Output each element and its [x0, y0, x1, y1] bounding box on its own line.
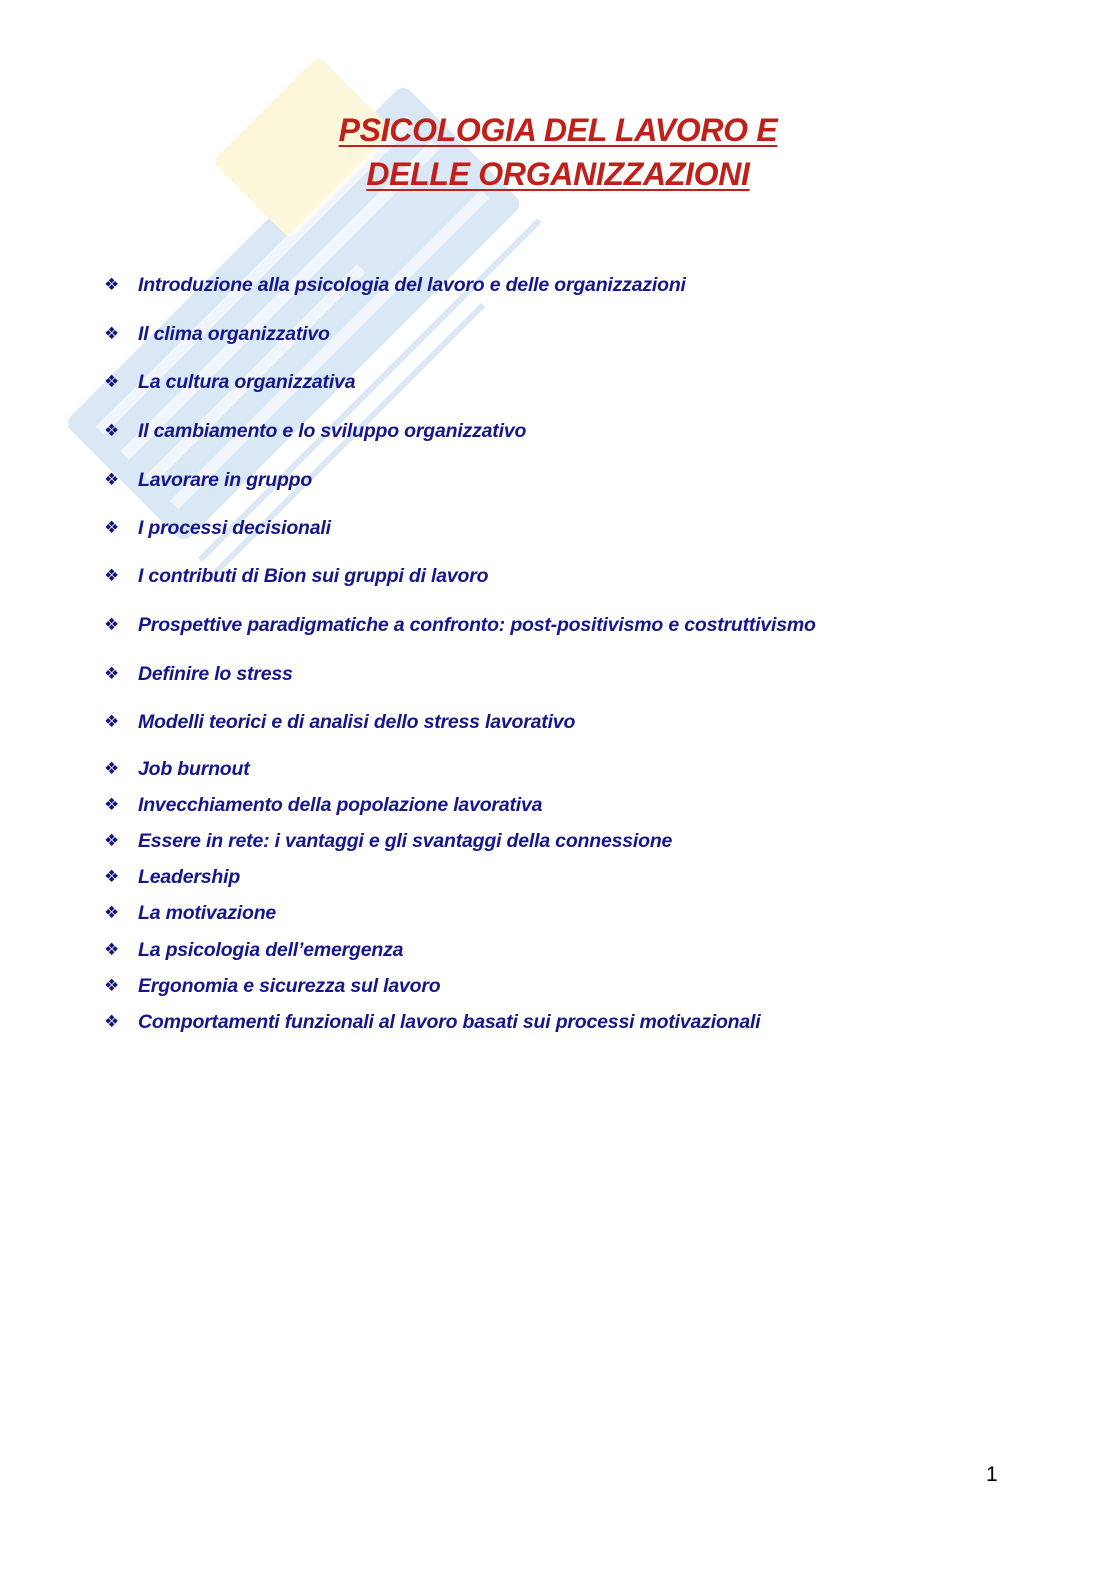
topic-item — [104, 270, 686, 300]
diamond-bullet-icon: ❖ — [104, 976, 120, 996]
topic-item — [104, 790, 542, 820]
diamond-bullet-icon: ❖ — [104, 940, 120, 960]
topic-label: Modelli teorici e di analisi dello stress lavorativo — [138, 711, 576, 733]
topic-label: Job burnout — [138, 758, 250, 780]
document-title — [0, 108, 1116, 196]
topic-item — [104, 610, 816, 640]
diamond-bullet-icon: ❖ — [104, 664, 120, 684]
topic-label: Ergonomia e sicurezza sul lavoro — [138, 975, 441, 997]
topic-label: Introduzione alla psicologia del lavoro e delle organizzazioni — [138, 274, 686, 296]
topic-label: Leadership — [138, 866, 241, 888]
topic-item — [104, 659, 293, 689]
topic-item — [104, 465, 312, 495]
topic-label: I processi decisionali — [138, 517, 331, 539]
topic-item — [104, 754, 250, 784]
topic-label: Lavorare in gruppo — [138, 469, 313, 491]
diamond-bullet-icon: ❖ — [104, 566, 120, 586]
topic-label: I contributi di Bion sui gruppi di lavoro — [138, 565, 489, 587]
diamond-bullet-icon: ❖ — [104, 759, 120, 779]
diamond-bullet-icon: ❖ — [104, 421, 120, 441]
diamond-bullet-icon: ❖ — [104, 324, 120, 344]
topic-item — [104, 319, 330, 349]
topic-item — [104, 513, 331, 543]
topic-item — [104, 862, 240, 892]
diamond-bullet-icon: ❖ — [104, 470, 120, 490]
topic-label: Invecchiamento della popolazione lavorativa — [138, 794, 543, 816]
topic-item — [104, 826, 672, 856]
topic-item — [104, 935, 403, 965]
topic-item — [104, 707, 575, 737]
diamond-bullet-icon: ❖ — [104, 795, 120, 815]
diamond-bullet-icon: ❖ — [104, 518, 120, 538]
diamond-bullet-icon: ❖ — [104, 1012, 120, 1032]
topic-label: La psicologia dell’emergenza — [138, 939, 404, 961]
topic-label: Il clima organizzativo — [138, 323, 330, 345]
topic-label: Prospettive paradigmatiche a confronto: post-positivismo e costruttivismo — [138, 614, 816, 636]
diamond-bullet-icon: ❖ — [104, 615, 120, 635]
topic-item — [104, 367, 355, 397]
diamond-bullet-icon: ❖ — [104, 831, 120, 851]
page-number: 1 — [986, 1463, 998, 1486]
diamond-bullet-icon: ❖ — [104, 903, 120, 923]
topic-item — [104, 1007, 760, 1037]
topic-label: La cultura organizzativa — [138, 371, 356, 393]
title-line-1: PSICOLOGIA DEL LAVORO E — [338, 112, 778, 148]
topic-item — [104, 971, 440, 1001]
title-line-2: DELLE ORGANIZZAZIONI — [366, 156, 750, 192]
diamond-bullet-icon: ❖ — [104, 372, 120, 392]
diamond-bullet-icon: ❖ — [104, 275, 120, 295]
diamond-bullet-icon: ❖ — [104, 867, 120, 887]
topic-label: Comportamenti funzionali al lavoro basati sui processi motivazionali — [138, 1011, 761, 1033]
topic-label: Il cambiamento e lo sviluppo organizzativo — [138, 420, 527, 442]
topic-label: Essere in rete: i vantaggi e gli svantaggi della connessione — [138, 830, 673, 852]
topic-item — [104, 416, 526, 446]
topic-item — [104, 561, 488, 591]
topic-label: Definire lo stress — [138, 663, 293, 685]
topic-item — [104, 898, 276, 928]
topic-label: La motivazione — [138, 902, 277, 924]
diamond-bullet-icon: ❖ — [104, 712, 120, 732]
